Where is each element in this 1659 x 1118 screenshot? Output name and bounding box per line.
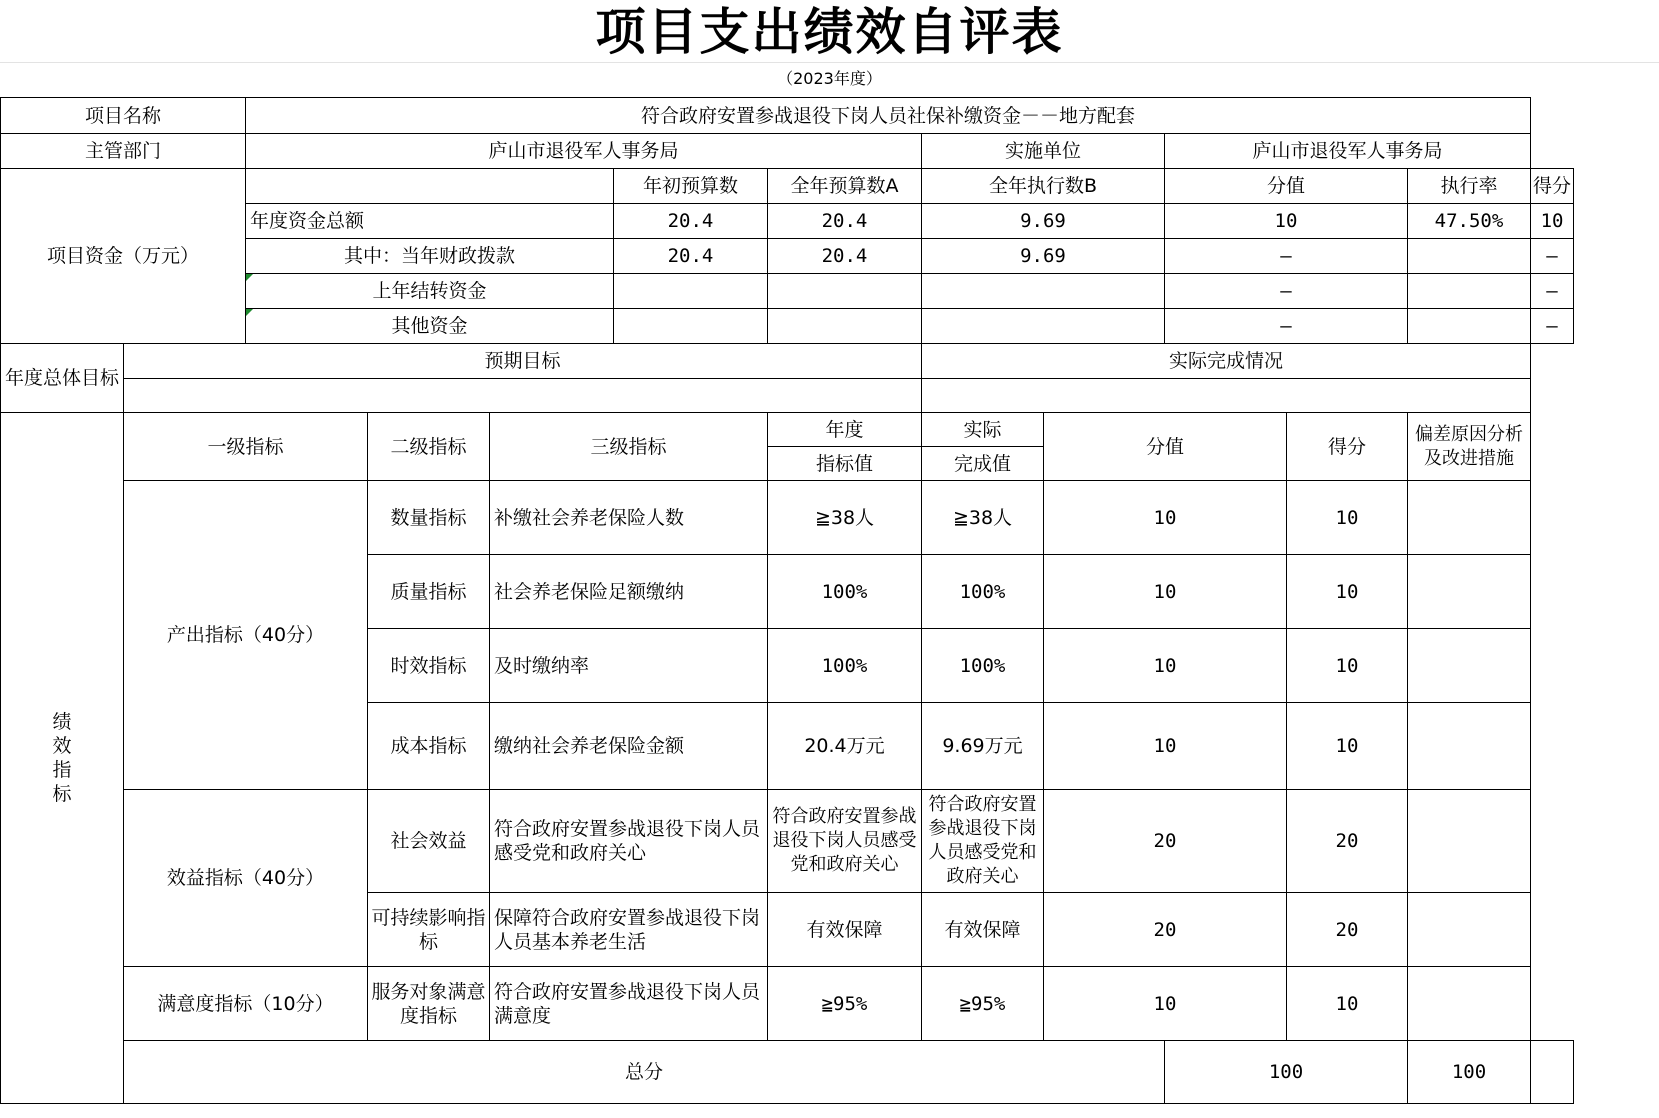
funds-header-score-value: 分值	[1165, 169, 1408, 204]
header-level3: 三级指标	[490, 413, 768, 481]
funds-row-name: 年度资金总额	[246, 204, 614, 239]
score-value-cell: 10	[1044, 967, 1287, 1041]
goals-actual-label: 实际完成情况	[922, 344, 1531, 379]
funds-row-score-value: 10	[1165, 204, 1408, 239]
score-value-cell: 20	[1044, 893, 1287, 967]
funds-row-name: 其他资金	[246, 309, 614, 344]
target-cell: 100%	[768, 629, 922, 703]
funds-header-rate: 执行率	[1408, 169, 1531, 204]
score-value-cell: 10	[1044, 629, 1287, 703]
deviation-cell	[1408, 629, 1531, 703]
header-deviation: 偏差原因分析及改进措施	[1408, 413, 1531, 481]
table-row	[1, 790, 1574, 893]
funds-header-score: 得分	[1531, 169, 1574, 204]
header-score: 得分	[1287, 413, 1408, 481]
funds-row-annual: 20.4	[768, 204, 922, 239]
target-cell: ≧38人	[768, 481, 922, 555]
target-cell: 符合政府安置参战退役下岗人员感受党和政府关心	[768, 790, 922, 893]
page-title: 项目支出绩效自评表	[595, 2, 1064, 61]
level3-cell: 符合政府安置参战退役下岗人员感受党和政府关心	[490, 790, 768, 893]
funds-header-executed: 全年执行数B	[922, 169, 1165, 204]
actual-cell: ≧95%	[922, 967, 1044, 1041]
actual-cell: 有效保障	[922, 893, 1044, 967]
group-output: 产出指标（40分）	[124, 481, 368, 790]
total-label: 总分	[124, 1041, 1165, 1104]
funds-row-executed: 9.69	[922, 239, 1165, 274]
level3-cell: 社会养老保险足额缴纳	[490, 555, 768, 629]
actual-cell: 符合政府安置参战退役下岗人员感受党和政府关心	[922, 790, 1044, 893]
department-row	[1, 134, 1574, 169]
funds-header-annual: 全年预算数A	[768, 169, 922, 204]
level2-cell: 服务对象满意度指标	[368, 967, 490, 1041]
actual-cell: 100%	[922, 629, 1044, 703]
group-benefit: 效益指标（40分）	[124, 790, 368, 967]
score-value-cell: 10	[1044, 481, 1287, 555]
score-cell: 10	[1287, 629, 1408, 703]
evaluation-table	[0, 97, 1574, 1104]
project-name-row	[1, 98, 1574, 134]
title-row	[0, 0, 1659, 63]
perf-label-text: 绩效指标	[52, 711, 72, 805]
score-value-cell: 10	[1044, 703, 1287, 790]
dept-label: 主管部门	[1, 134, 246, 169]
funds-row-rate	[1408, 274, 1531, 309]
level2-cell: 成本指标	[368, 703, 490, 790]
level2-cell: 可持续影响指标	[368, 893, 490, 967]
target-cell: 20.4万元	[768, 703, 922, 790]
header-actual-bottom: 完成值	[922, 447, 1044, 481]
score-cell: 20	[1287, 893, 1408, 967]
funds-row-executed: 9.69	[922, 204, 1165, 239]
funds-row-score: —	[1531, 239, 1574, 274]
level3-cell: 符合政府安置参战退役下岗人员满意度	[490, 967, 768, 1041]
perf-header-row	[1, 413, 1574, 447]
funds-row-initial	[614, 274, 768, 309]
deviation-cell	[1408, 790, 1531, 893]
actual-cell: 100%	[922, 555, 1044, 629]
header-annual-top: 年度	[768, 413, 922, 447]
goals-actual-value	[922, 379, 1531, 413]
impl-unit-value: 庐山市退役军人事务局	[1165, 134, 1531, 169]
header-score-value: 分值	[1044, 413, 1287, 481]
score-value-cell: 20	[1044, 790, 1287, 893]
goals-expected-label: 预期目标	[124, 344, 922, 379]
score-cell: 10	[1287, 555, 1408, 629]
project-name-label: 项目名称	[1, 98, 246, 134]
target-cell: 100%	[768, 555, 922, 629]
table-row	[1, 481, 1574, 555]
funds-row-annual	[768, 274, 922, 309]
project-name-value: 符合政府安置参战退役下岗人员社保补缴资金－－地方配套	[246, 98, 1531, 134]
funds-row-score-value: —	[1165, 239, 1408, 274]
funds-header-blank	[246, 169, 614, 204]
deviation-cell	[1408, 967, 1531, 1041]
deviation-cell	[1408, 703, 1531, 790]
deviation-cell	[1408, 893, 1531, 967]
funds-row-name: 上年结转资金	[246, 274, 614, 309]
level3-cell: 保障符合政府安置参战退役下岗人员基本养老生活	[490, 893, 768, 967]
goals-expected-value	[124, 379, 922, 413]
funds-header-row	[1, 169, 1574, 204]
score-cell: 10	[1287, 481, 1408, 555]
level2-cell: 质量指标	[368, 555, 490, 629]
score-value-cell: 10	[1044, 555, 1287, 629]
funds-row-annual	[768, 309, 922, 344]
group-satisfaction: 满意度指标（10分）	[124, 967, 368, 1041]
score-cell: 10	[1287, 703, 1408, 790]
total-row	[1, 1041, 1574, 1104]
funds-row-score-value: —	[1165, 274, 1408, 309]
funds-row-initial: 20.4	[614, 239, 768, 274]
target-cell: ≧95%	[768, 967, 922, 1041]
total-score: 100	[1408, 1041, 1531, 1104]
report-year: （2023年度）	[777, 69, 882, 88]
perf-label	[1, 413, 124, 1104]
table-row	[1, 967, 1574, 1041]
funds-header-initial: 年初预算数	[614, 169, 768, 204]
funds-row-name: 其中：当年财政拨款	[246, 239, 614, 274]
funds-row-score: —	[1531, 309, 1574, 344]
goals-label: 年度总体目标	[1, 344, 124, 413]
funds-row-executed	[922, 309, 1165, 344]
target-cell: 有效保障	[768, 893, 922, 967]
level3-cell: 缴纳社会养老保险金额	[490, 703, 768, 790]
level2-cell: 时效指标	[368, 629, 490, 703]
header-level1: 一级指标	[124, 413, 368, 481]
level2-cell: 数量指标	[368, 481, 490, 555]
actual-cell: 9.69万元	[922, 703, 1044, 790]
header-level2: 二级指标	[368, 413, 490, 481]
funds-row-executed	[922, 274, 1165, 309]
header-annual-bottom: 指标值	[768, 447, 922, 481]
total-score-value: 100	[1165, 1041, 1408, 1104]
funds-row-rate: 47.50%	[1408, 204, 1531, 239]
level2-cell: 社会效益	[368, 790, 490, 893]
deviation-cell	[1408, 481, 1531, 555]
funds-row-score-value: —	[1165, 309, 1408, 344]
actual-cell: ≧38人	[922, 481, 1044, 555]
level3-cell: 补缴社会养老保险人数	[490, 481, 768, 555]
funds-row-score: 10	[1531, 204, 1574, 239]
dept-value: 庐山市退役军人事务局	[246, 134, 922, 169]
score-cell: 10	[1287, 967, 1408, 1041]
funds-row-annual: 20.4	[768, 239, 922, 274]
goals-content-row	[1, 379, 1574, 413]
score-cell: 20	[1287, 790, 1408, 893]
goals-header-row	[1, 344, 1574, 379]
funds-row-score: —	[1531, 274, 1574, 309]
total-deviation	[1531, 1041, 1574, 1104]
funds-row-rate	[1408, 309, 1531, 344]
funds-row-initial	[614, 309, 768, 344]
deviation-cell	[1408, 555, 1531, 629]
header-actual-top: 实际	[922, 413, 1044, 447]
funds-row-rate	[1408, 239, 1531, 274]
impl-unit-label: 实施单位	[922, 134, 1165, 169]
funds-row-initial: 20.4	[614, 204, 768, 239]
funds-label: 项目资金（万元）	[1, 169, 246, 344]
level3-cell: 及时缴纳率	[490, 629, 768, 703]
